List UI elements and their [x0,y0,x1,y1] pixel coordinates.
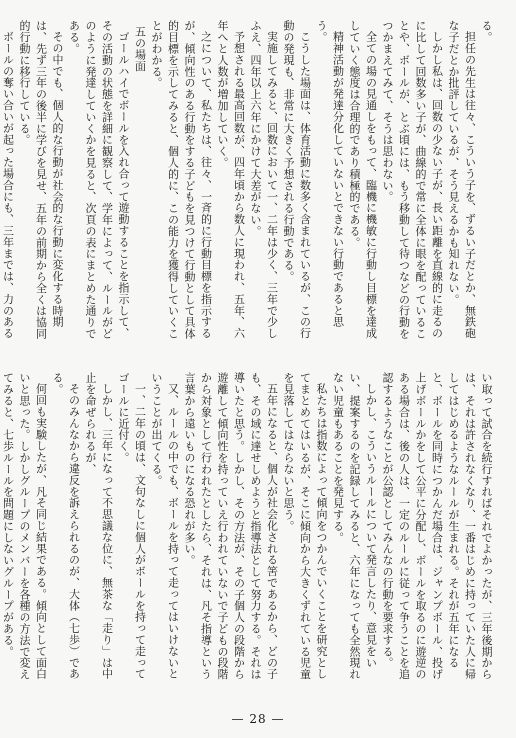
paragraph: 精神活動が発達分化していないとできない行動であると思う。 [315,20,345,328]
paragraph: 担任の先生は往々、こういう子を、ずるい子だとか、無鉄砲な子だとか批評しているが、そう見えるかも知れない。 [447,20,477,339]
paragraph: しかし、三年になって不思議な位に、無茶な「走り」は中止を命ぜられるが、 [84,372,114,680]
upper-text-block [1,20,494,342]
paragraph: 五年になると、個人が社会化される筈であるから、どの子も、その域に達せしめようと指導法として努力する。それは導いたと思う。しかし、その方法が、その子個人の段階から遊離して傾向性を持っていえ行われていないで子どもの段階から対象として行われたとしたら、それは、凡そ指導という言葉から遠いものになる恐れが多い。 [183,372,279,680]
section-heading: 五の場面 [133,25,147,72]
paragraph: る。 [480,20,493,43]
paragraph: しかし、こういうルールについて発言したり、意見をいい、提案するのを記録してみると、六年になっても全然現れない児童もあることを発見する。 [331,372,378,680]
paragraph: そのみんなから違反を訴えられるのが、大体（七歩）である。 [51,372,81,680]
paragraph: その中でも、個人的な行動が社会的な行動に変化する時期は、先ず三年の後半に学びを見せ、五年の前期から全くは協同的行動に移行している。 [18,20,64,340]
paragraph: 之について、私たちは、往々、一斉的に行動目標を指示するが、傾向性のある行動をする子どもを見つけて行動として具体的目標を示してみると、個人的に、この能力を獲得していくことがわかる。 [150,20,213,340]
paragraph: ボールの奪い合いが起った場合にも、三年までは、力のある [1,31,15,339]
paragraph: 又、ルールの中でも、ボールを持って走ってはいけないということが出てくる。 [150,372,180,680]
paragraph: 一、二年の頃は、文句なしに個人がボールを持って走ってゴールに近付く。 [117,372,147,680]
paragraph: ゴールハイでボールを入れ合って遊動することを指示して、その活動の状態を詳細に観察して、学年によって、ルールがどのように発達していくかを見ると、次頁の表にまとめた通りである。 [67,20,130,340]
paragraph: い取って試合を続行すればそれでよかったが、三年後期からは、それは許されなくなり、一番はじめに持っていた人に帰してはじめるようなルールが生まれる。それが五年になると、ボールを同時につかんだ場合は、ジャンプボール、投げ上げボールかをして公平に分配し、ボールを取るのに遊逆のある場合は、後の人は、一定のルールに従って争うことを追認するようなことが公認としてみんなの行動を要求する。 [381,372,493,680]
page-number: — 28 — [231,712,285,726]
paragraph: 私たちは指数によって傾向をつかんでいくことを研究としてまとめてはいるが、そこに傾向から大きくずれている児童を見落してはならないと思う。 [282,372,328,680]
paragraph: 何回も実験したが、凡そ同じ結果である。傾向として面白いと思った。しかしグループのメンバーを各種の方法で変えてみると、七歩ルールを問題にしないグループがある。 [1,372,48,680]
paragraph: 予想される最高回数が、四年頃から数人に現われ、五年、六年へと人数が増加していく。 [216,20,246,339]
paragraph: こうした場面は、体育活動に数多く含まれているが、この行動の発現も、非常に大きく予想される行動である。 [282,20,312,339]
paragraph: 全ての場の見通しをもって、臨機に機敏に行動し目標を達成していく態度は合理的であり積極的である。 [348,20,378,339]
paragraph: 実施してみると、回数において一、二年は少く、三年で少しふえ、四年以上六年にかけて大差がない。 [249,20,279,339]
lower-text-block [1,372,494,690]
paragraph: しかし私は、回数の少ない子が、長い距離を直線的に走るのに比して回数多い子が、曲線的で常に全体に眼を配っていることや、ボールが、とぶ頃には、もう移動して待つなどの行動をつかまえてみて、そうは思わない。 [381,20,444,340]
